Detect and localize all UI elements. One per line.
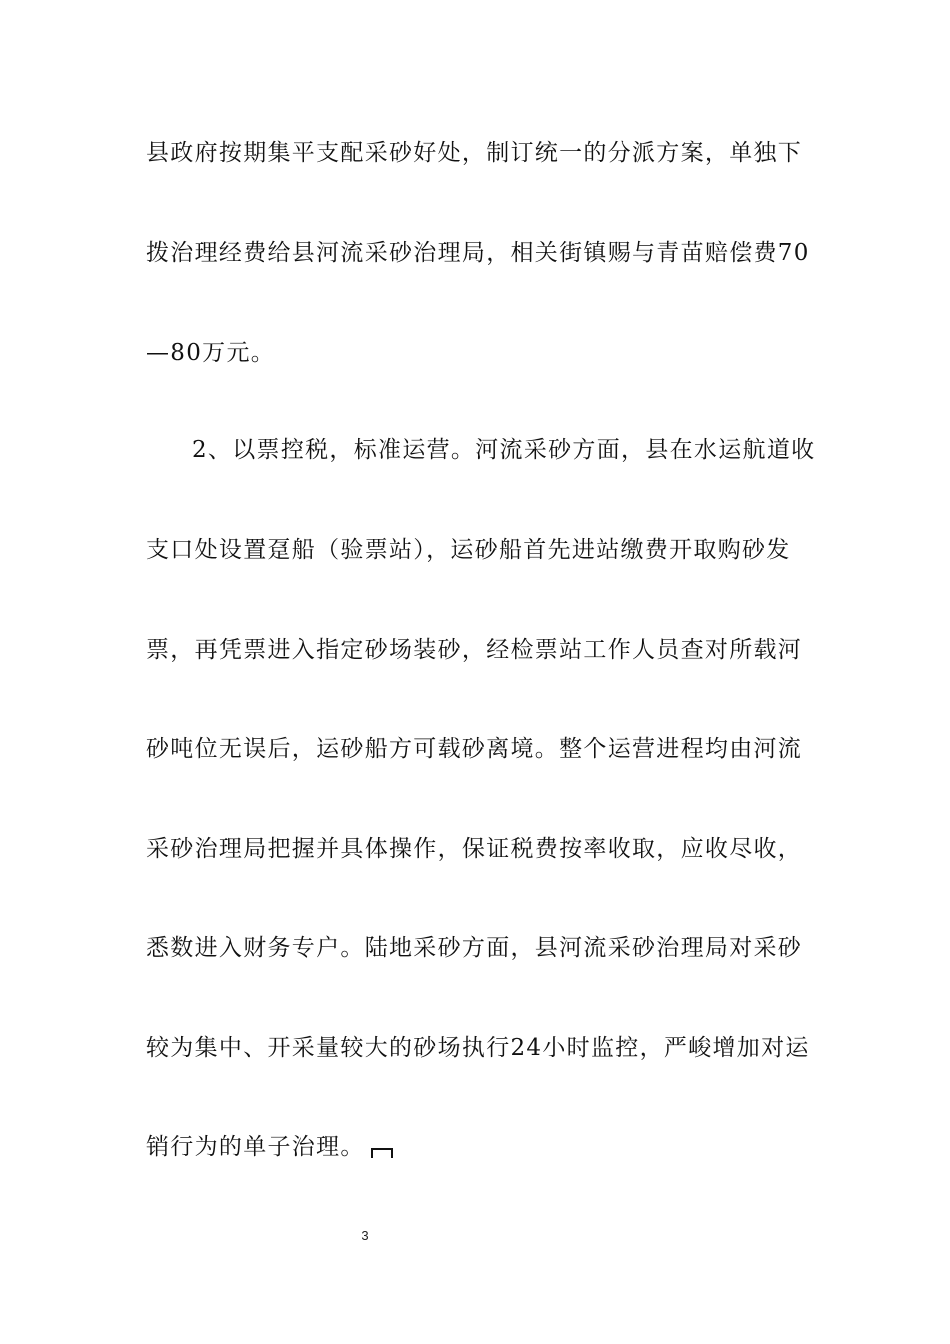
paragraph-line: 县政府按期集平支配采砂好处，制订统一的分派方案，单独下 — [146, 140, 803, 166]
paragraph-line: 较为集中、开采量较大的砂场执行24小时监控，严峻增加对运 — [146, 1035, 810, 1061]
paragraph-line: 砂吨位无误后，运砂船方可载砂离境。整个运营进程均由河流 — [146, 736, 803, 762]
paragraph-line: 采砂治理局把握并具体操作，保证税费按率收取，应收尽收， — [146, 836, 803, 862]
paragraph-line: 票，再凭票进入指定砂场装砂，经检票站工作人员查对所载河 — [146, 637, 803, 663]
paragraph-line: 悉数进入财务专户。陆地采砂方面，县河流采砂治理局对采砂 — [146, 935, 803, 961]
paragraph-end-mark-icon — [371, 1148, 393, 1158]
paragraph-line: 2、以票控税，标准运营。河流采砂方面，县在水运航道收 — [192, 437, 816, 463]
paragraph-line: 拨治理经费给县河流采砂治理局，相关街镇赐与青苗赔偿费70 — [146, 240, 810, 266]
paragraph-last-line — [146, 1132, 808, 1162]
paragraph-line: —80万元。 — [146, 340, 276, 366]
paragraph-line-text: 销行为的单子治理。 — [146, 1134, 365, 1160]
paragraph-line: 支口处设置趸船（验票站），运砂船首先进站缴费开取购砂发 — [146, 537, 791, 563]
page-number: 3 — [361, 1228, 369, 1243]
